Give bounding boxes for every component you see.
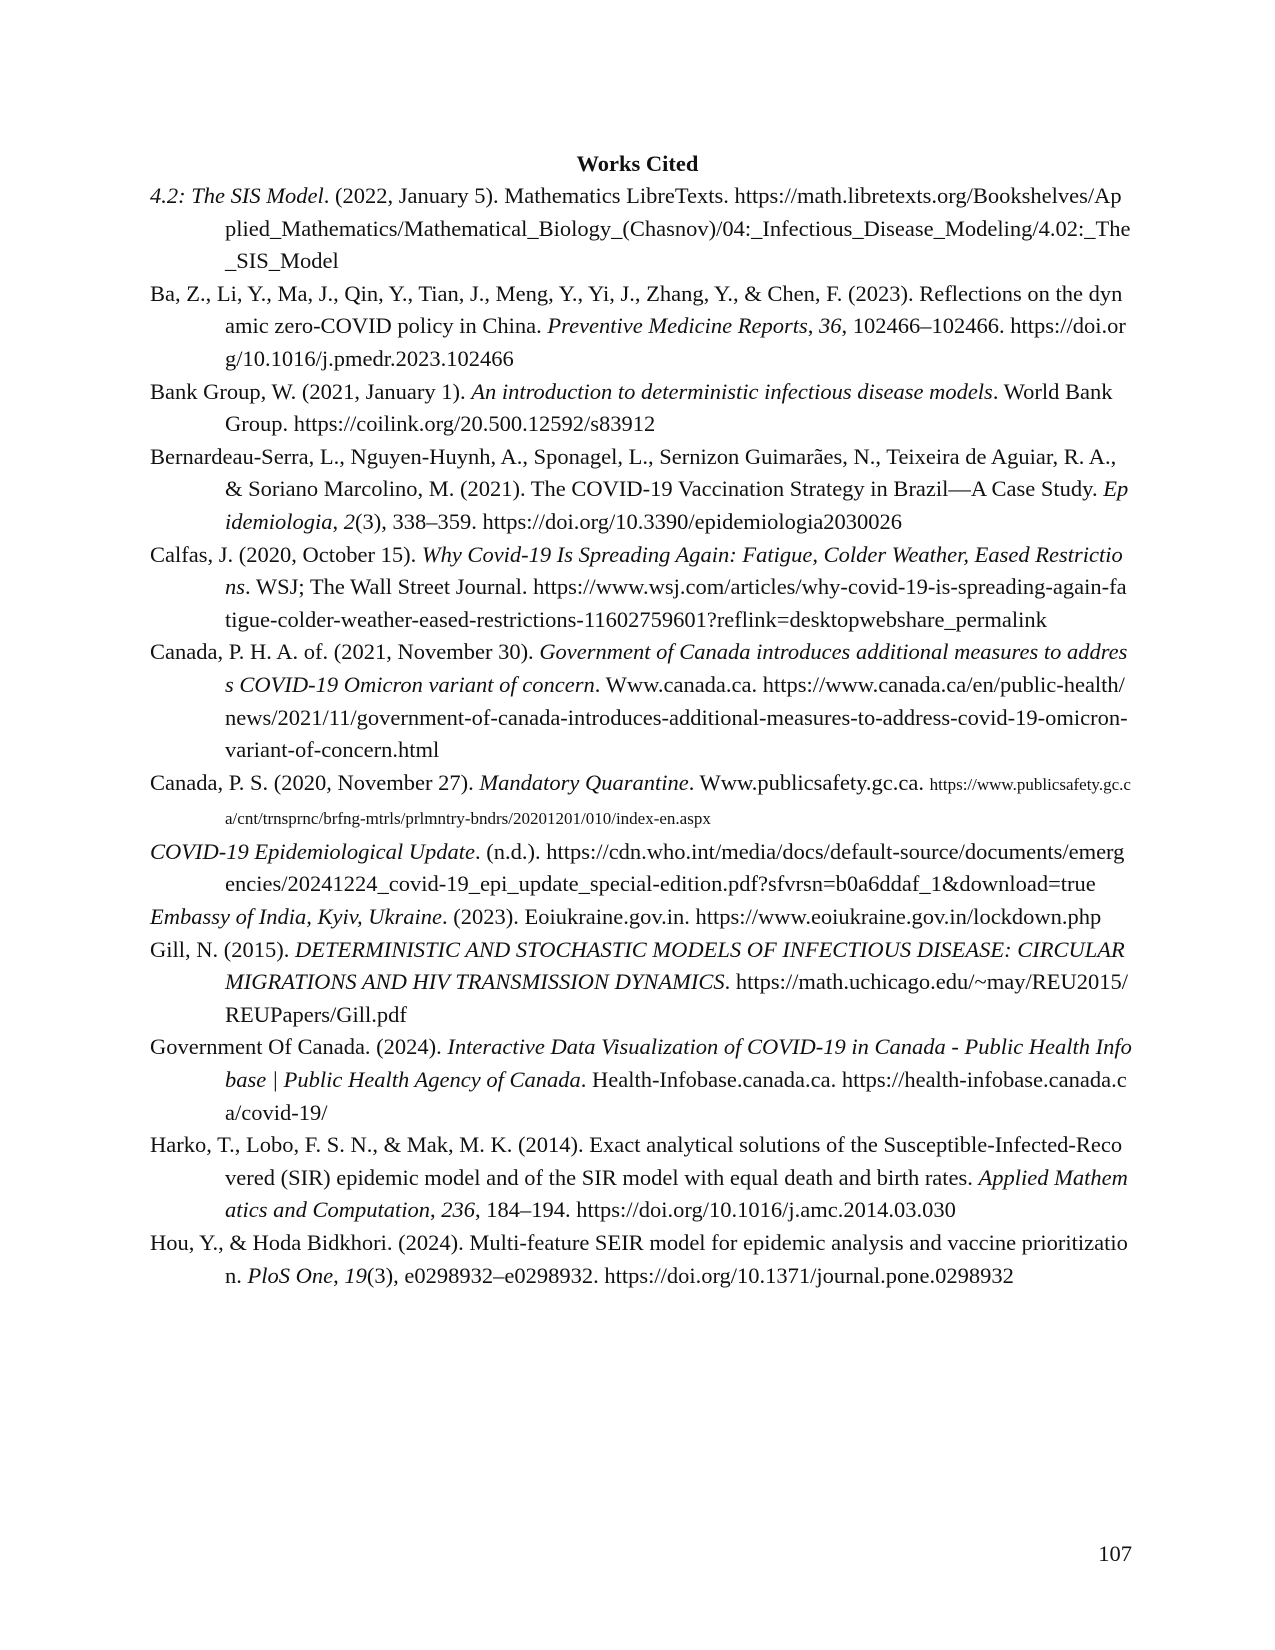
citation-entry bbox=[150, 1031, 1132, 1129]
citation-details: . (n.d.). https://cdn.who.int/media/docs/default-source/documents/emergencies/20241224_covid-19_epi_update_special-edition.pdf?sfvrsn=b0a6ddaf_1&download=true bbox=[225, 838, 1125, 897]
citation-authors: Harko, T., Lobo, F. S. N., & Mak, M. K. (2014). Exact analytical solutions of the Susceptible-Infected-Recovered (SIR) epidemic model and of the SIR model with equal death and birth rates. bbox=[150, 1132, 1123, 1190]
citation-title: An introduction to deterministic infectious disease models bbox=[471, 378, 993, 404]
citation-entry bbox=[150, 934, 1132, 1032]
citation-details: . (2023). Eoiukraine.gov.in. https://www.eoiukraine.gov.in/lockdown.php bbox=[442, 904, 1102, 930]
citation-volume: 236 bbox=[441, 1197, 476, 1223]
citation-title: COVID-19 Epidemiological Update bbox=[150, 838, 475, 864]
citation-authors: Bank Group, W. (2021, January 1). bbox=[150, 378, 472, 404]
citation-details: . WSJ; The Wall Street Journal. https://www.wsj.com/articles/why-covid-19-is-spreading-again-fatigue-colder-weather-eased-restrictions-11602759601?reflink=desktopwebshare_permalink bbox=[225, 574, 1127, 632]
citation-journal: Preventive Medicine Reports bbox=[547, 313, 808, 339]
citation-volume: 2 bbox=[343, 508, 355, 534]
citation-title: Mandatory Quarantine bbox=[479, 769, 689, 795]
citation-separator: , bbox=[807, 313, 819, 339]
page-title: Works Cited bbox=[576, 151, 699, 176]
citation-entry bbox=[150, 278, 1132, 376]
citation-volume: 36 bbox=[818, 313, 842, 339]
citation-title: Why Covid-19 Is Spreading Again: Fatigue, Colder Weather, Eased Restrictions bbox=[225, 541, 1123, 600]
citation-details: . World Bank Group. https://coilink.org/20.500.12592/s83912 bbox=[225, 378, 1113, 437]
citation-authors: Canada, P. S. (2020, November 27). bbox=[150, 769, 480, 795]
citation-details: . (2022, January 5). Mathematics LibreTexts. https://math.libretexts.org/Bookshelves/Applied_Mathematics/Mathematical_Biology_(Chasnov)/04:_Infectious_Disease_Modeling/4.02:_The_SIS_Model bbox=[225, 183, 1131, 274]
citation-authors: Government Of Canada. (2024). bbox=[150, 1034, 448, 1060]
citation-details: , 184–194. https://doi.org/10.1016/j.amc.2014.03.030 bbox=[475, 1197, 956, 1223]
citation-entry bbox=[150, 636, 1132, 766]
citation-title: DETERMINISTIC AND STOCHASTIC MODELS OF INFECTIOUS DISEASE: CIRCULAR MIGRATIONS AND HIV TRANSMISSION DYNAMICS bbox=[225, 936, 1125, 995]
citation-authors: Gill, N. (2015). bbox=[150, 936, 295, 962]
citation-url: https://www.publicsafety.gc.ca/cnt/trnsprnc/brfng-mtrls/prlmntry-bndrs/20201201/010/index-en.aspx bbox=[225, 774, 1131, 829]
citation-authors: Ba, Z., Li, Y., Ma, J., Qin, Y., Tian, J., Meng, Y., Yi, J., Zhang, Y., & Chen, F. (2023). Reflections on the dynamic zero-COVID policy in China. bbox=[150, 280, 1123, 339]
works-cited-list bbox=[150, 180, 1132, 1292]
citation-title: Interactive Data Visualization of COVID-19 in Canada - Public Health Infobase | Public Health Agency of Canada bbox=[225, 1034, 1132, 1093]
citation-separator: , bbox=[333, 1262, 345, 1288]
citation-authors: Bernardeau-Serra, L., Nguyen-Huynh, A., Sponagel, L., Sernizon Guimarães, N., Teixeira de Aguiar, R. A., & Soriano Marcolino, M. (2021). The COVID-19 Vaccination Strategy in Brazil—A Case Study. bbox=[150, 443, 1117, 502]
citation-details: , 102466–102466. https://doi.org/10.1016/j.pmedr.2023.102466 bbox=[225, 313, 1126, 371]
citation-title: 4.2: The SIS Model bbox=[150, 183, 324, 208]
citation-entry bbox=[150, 180, 1132, 278]
citation-title: Government of Canada introduces additional measures to address COVID-19 Omicron variant of concern bbox=[225, 639, 1128, 697]
citation-journal: Applied Mathematics and Computation bbox=[225, 1164, 1128, 1223]
citation-details: (3), 338–359. https://doi.org/10.3390/epidemiologia2030026 bbox=[355, 508, 903, 534]
citation-journal: Epidemiologia bbox=[225, 476, 1129, 534]
citation-entry bbox=[150, 901, 1132, 934]
citation-entry bbox=[150, 539, 1132, 637]
citation-details: . Www.publicsafety.gc.ca. bbox=[688, 769, 930, 795]
citation-separator: , bbox=[332, 508, 344, 534]
citation-details: (3), e0298932–e0298932. https://doi.org/10.1371/journal.pone.0298932 bbox=[366, 1262, 1014, 1288]
citation-title: Embassy of India, Kyiv, Ukraine bbox=[150, 904, 443, 930]
citation-entry bbox=[150, 1227, 1132, 1292]
citation-authors: Calfas, J. (2020, October 15). bbox=[150, 541, 422, 567]
citation-details: . Www.canada.ca. https://www.canada.ca/en/public-health/news/2021/11/government-of-canada-introduces-additional-measures-to-address-covid-19-omicron-variant-of-concern.html bbox=[225, 671, 1128, 763]
citation-authors: Hou, Y., & Hoda Bidkhori. (2024). Multi-feature SEIR model for epidemic analysis and vaccine prioritization. bbox=[150, 1230, 1128, 1288]
citation-entry bbox=[150, 1129, 1132, 1227]
citation-separator: , bbox=[430, 1197, 442, 1223]
citation-journal: PloS One bbox=[247, 1262, 334, 1288]
citation-volume: 19 bbox=[344, 1262, 367, 1288]
citation-details: . https://math.uchicago.edu/~may/REU2015/REUPapers/Gill.pdf bbox=[225, 969, 1128, 1027]
page-number: 107 bbox=[1098, 1541, 1132, 1566]
citation-entry bbox=[150, 767, 1132, 836]
citation-entry bbox=[150, 376, 1132, 441]
citation-authors: Canada, P. H. A. of. (2021, November 30). bbox=[150, 639, 540, 665]
citation-details: . Health-Infobase.canada.ca. https://health-infobase.canada.ca/covid-19/ bbox=[225, 1067, 1127, 1125]
citation-entry bbox=[150, 441, 1132, 539]
citation-entry bbox=[150, 836, 1132, 901]
